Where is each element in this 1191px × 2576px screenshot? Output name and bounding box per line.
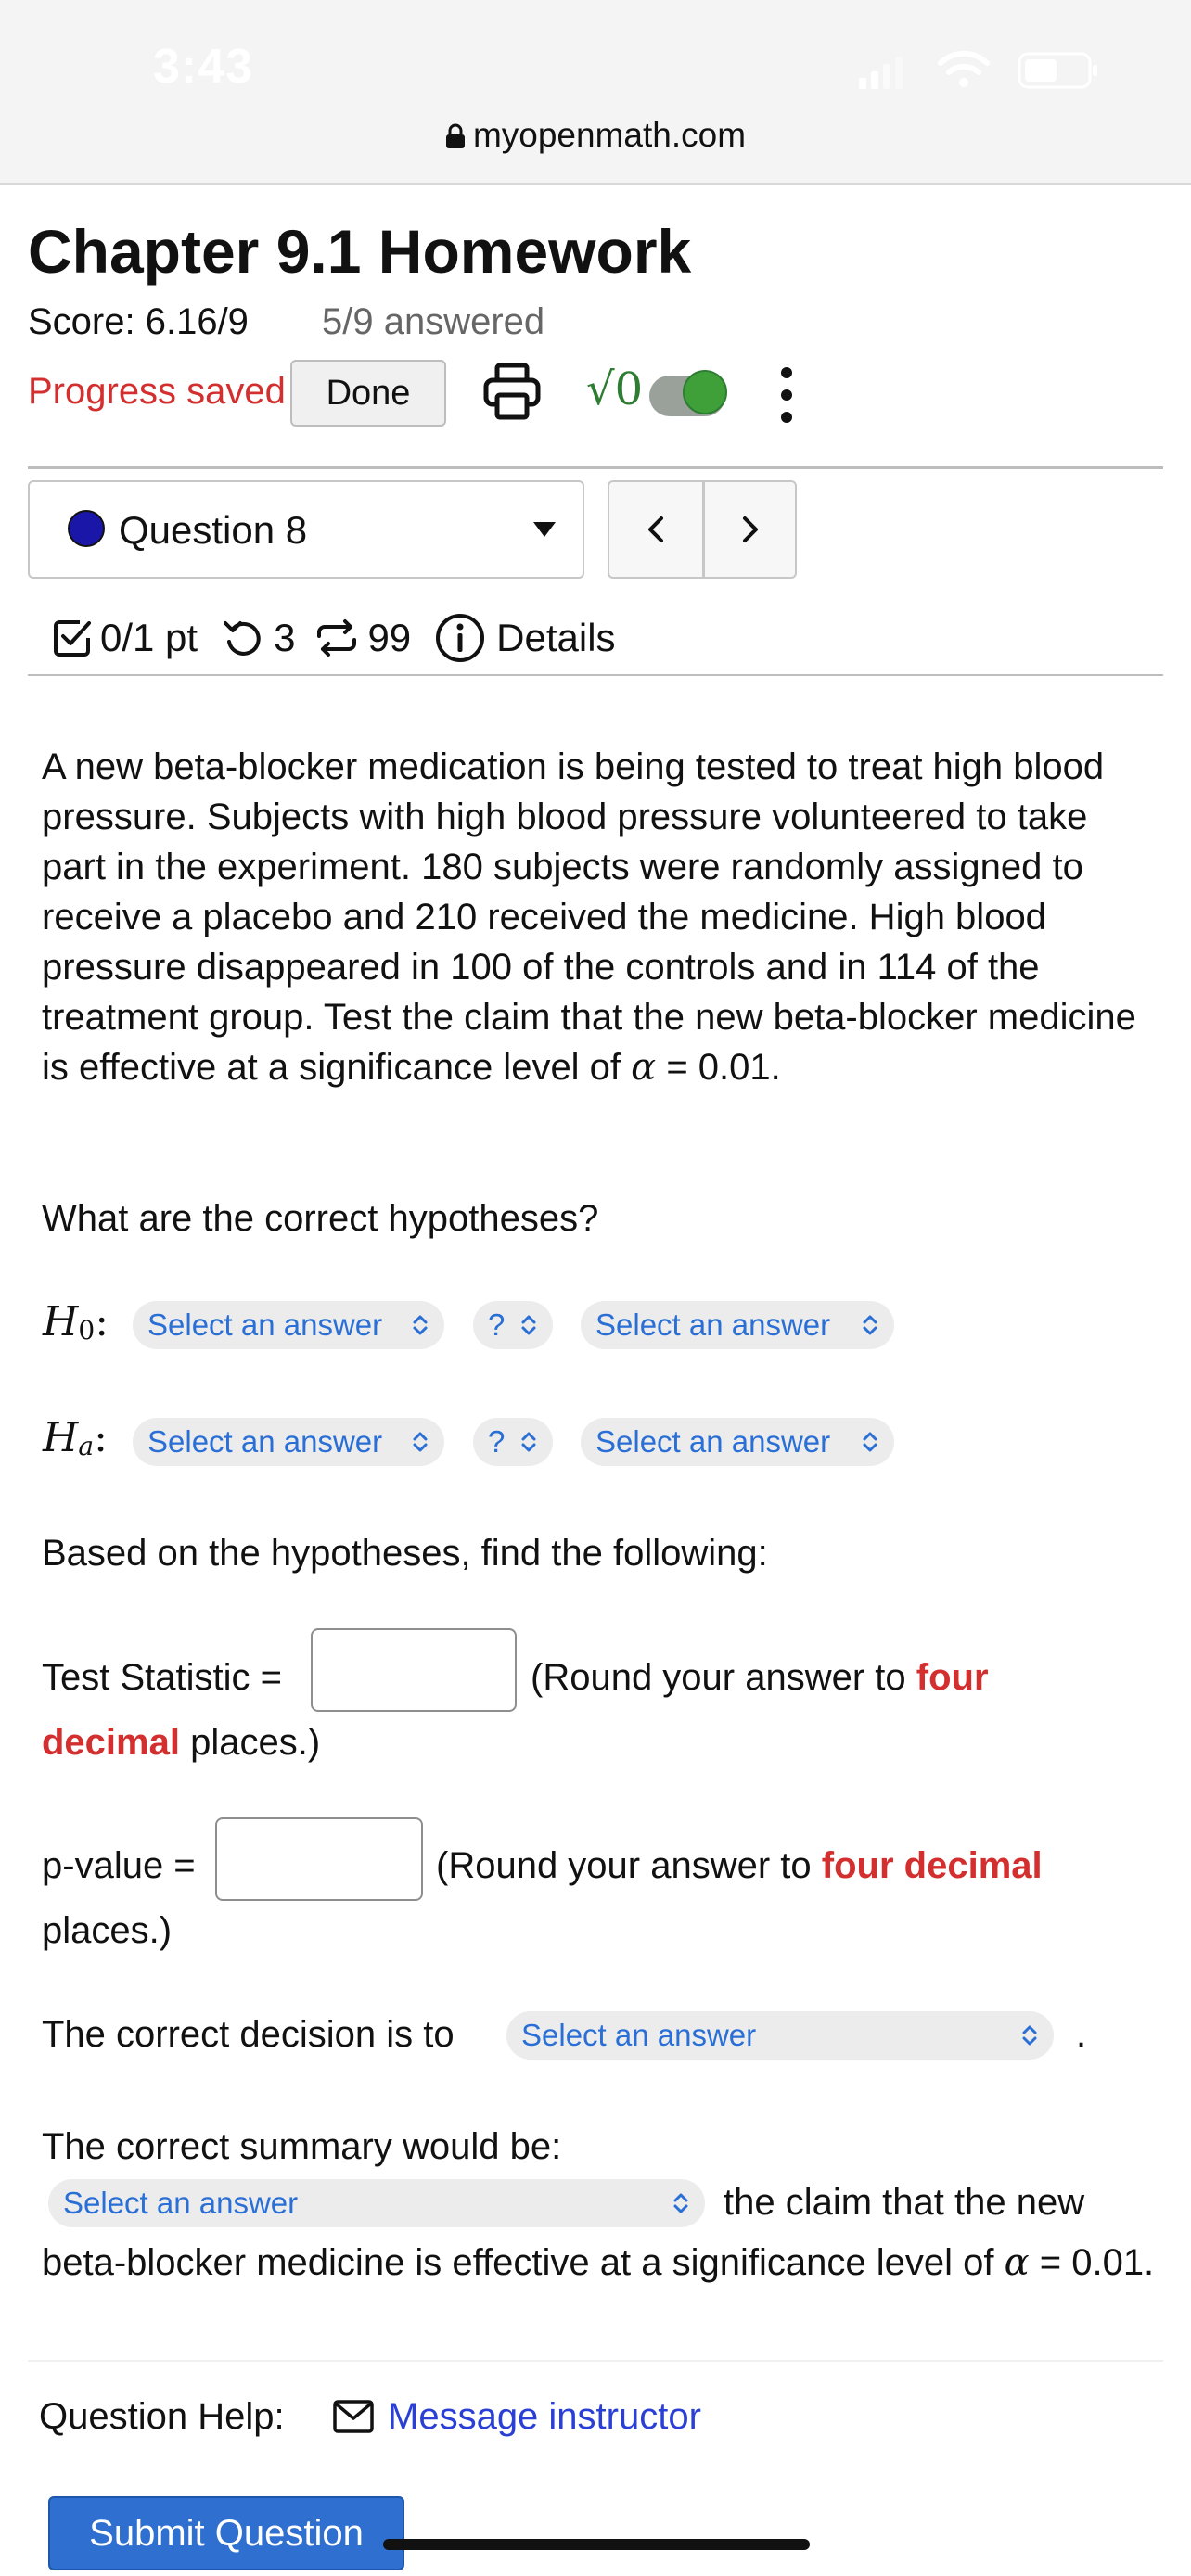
round-four-decimal: four decimal bbox=[821, 1845, 1043, 1886]
ha-label bbox=[43, 1414, 108, 1461]
select-chevron-icon bbox=[411, 1313, 429, 1337]
select-placeholder: ? bbox=[488, 1424, 506, 1459]
test-statistic-label: Test Statistic = bbox=[42, 1657, 282, 1698]
h0-symbol: H bbox=[43, 1298, 79, 1345]
home-indicator[interactable] bbox=[383, 2539, 810, 2550]
select-placeholder: Select an answer bbox=[147, 1424, 383, 1459]
page-title: Chapter 9.1 Homework bbox=[28, 217, 692, 286]
select-chevron-icon bbox=[519, 1430, 538, 1454]
select-chevron-icon bbox=[861, 1313, 879, 1337]
retry-icon bbox=[222, 618, 264, 658]
divider bbox=[28, 466, 1163, 469]
next-question-button[interactable] bbox=[705, 482, 795, 577]
h0-parameter-select[interactable] bbox=[133, 1301, 444, 1349]
retries-count: 3 bbox=[274, 616, 296, 659]
p-value-input[interactable] bbox=[215, 1817, 423, 1901]
ha-symbol: H bbox=[43, 1414, 79, 1461]
submit-question-button[interactable]: Submit Question bbox=[48, 2496, 404, 2570]
done-button[interactable]: Done bbox=[290, 360, 446, 427]
attempts-count: 99 bbox=[367, 616, 412, 659]
ha-subscript: a bbox=[78, 1431, 95, 1462]
battery-icon bbox=[1018, 51, 1099, 90]
message-instructor-link[interactable]: Message instructor bbox=[388, 2396, 701, 2437]
checkbox-icon bbox=[52, 618, 93, 658]
test-statistic-rounding-note bbox=[531, 1652, 989, 1702]
p-value-rounding-note bbox=[436, 1841, 1043, 1891]
print-icon[interactable] bbox=[480, 360, 544, 423]
chevron-left-icon bbox=[645, 513, 667, 546]
math-entry-label: √0 bbox=[586, 363, 644, 415]
lock-icon bbox=[445, 123, 466, 149]
toggle-knob[interactable] bbox=[683, 370, 727, 414]
previous-question-button[interactable] bbox=[609, 482, 702, 577]
test-statistic-input[interactable] bbox=[311, 1628, 517, 1712]
select-chevron-icon bbox=[1020, 2023, 1039, 2047]
details-link[interactable]: Details bbox=[496, 616, 616, 659]
points-text: 0/1 pt bbox=[100, 616, 198, 659]
summary-label: The correct summary would be: bbox=[42, 2126, 562, 2167]
score-text: Score: 6.16/9 bbox=[28, 301, 249, 342]
h0-label bbox=[43, 1298, 109, 1345]
summary-continuation bbox=[42, 2238, 1155, 2288]
round-places: places.) bbox=[190, 1722, 321, 1763]
summary-text: beta-blocker medicine is effective at a significance level of bbox=[42, 2242, 994, 2283]
mail-icon[interactable] bbox=[332, 2398, 375, 2435]
select-placeholder: Select an answer bbox=[147, 1307, 383, 1342]
p-value-rounding-note-cont: places.) bbox=[42, 1910, 173, 1951]
progress-status: Progress saved bbox=[28, 371, 286, 412]
chevron-right-icon bbox=[739, 513, 762, 546]
h0-value-select[interactable] bbox=[581, 1301, 894, 1349]
cell-signal-icon bbox=[857, 54, 905, 91]
p-value-label: p-value = bbox=[42, 1845, 196, 1886]
problem-statement bbox=[42, 742, 1155, 1092]
ha-value-select[interactable] bbox=[581, 1418, 894, 1466]
select-chevron-icon bbox=[672, 2191, 690, 2215]
divider bbox=[28, 674, 1163, 676]
find-following-label: Based on the hypotheses, find the following: bbox=[42, 1533, 768, 1574]
select-chevron-icon bbox=[861, 1430, 879, 1454]
round-decimal: decimal bbox=[42, 1722, 180, 1763]
decision-label: The correct decision is to bbox=[42, 2014, 455, 2055]
info-icon[interactable] bbox=[435, 613, 485, 663]
select-placeholder: ? bbox=[488, 1307, 506, 1342]
summary-select[interactable] bbox=[48, 2179, 705, 2227]
summary-after-text: the claim that the new bbox=[724, 2182, 1085, 2223]
alpha-value: = 0.01. bbox=[666, 1047, 781, 1088]
more-menu-icon[interactable] bbox=[775, 363, 798, 427]
question-select-label: Question 8 bbox=[119, 508, 308, 552]
h0-subscript: 0 bbox=[78, 1315, 96, 1346]
select-placeholder: Select an answer bbox=[63, 2186, 299, 2220]
ha-parameter-select[interactable] bbox=[133, 1418, 444, 1466]
h0-colon: : bbox=[95, 1298, 109, 1345]
wifi-icon bbox=[937, 48, 991, 89]
question-info-row bbox=[52, 606, 616, 670]
round-four: four bbox=[916, 1657, 989, 1698]
address-bar[interactable] bbox=[0, 116, 1191, 155]
select-placeholder: Select an answer bbox=[596, 1424, 831, 1459]
dropdown-caret-icon bbox=[531, 519, 557, 540]
status-time: 3:43 bbox=[153, 40, 254, 94]
question-help-label: Question Help: bbox=[39, 2396, 285, 2437]
problem-text: A new beta-blocker medication is being tested to treat high blood pressure. Subjects with high blood pressure volunteered to take part in the experiment. 180 subjects were randomly assigned to receive a placebo and 210 received the medicine. High blood pressure disappeared in 100 of the controls and in 114 of the treatment group. Test the claim that the new beta-blocker medicine is effective at a significance level of bbox=[42, 746, 1136, 1088]
h0-operator-select[interactable] bbox=[473, 1301, 553, 1349]
select-placeholder: Select an answer bbox=[596, 1307, 831, 1342]
alpha-symbol: α bbox=[1004, 2241, 1030, 2284]
question-status-dot bbox=[68, 510, 105, 547]
url-text: myopenmath.com bbox=[472, 116, 747, 154]
alpha-value: = 0.01. bbox=[1039, 2242, 1155, 2283]
repeat-icon bbox=[315, 618, 358, 658]
decision-period: . bbox=[1076, 2014, 1087, 2055]
answered-count: 5/9 answered bbox=[322, 301, 545, 342]
hypotheses-question: What are the correct hypotheses? bbox=[42, 1198, 599, 1239]
round-prefix: (Round your answer to bbox=[531, 1657, 906, 1698]
divider bbox=[28, 2360, 1163, 2362]
alpha-symbol: α bbox=[631, 1046, 657, 1089]
select-chevron-icon bbox=[411, 1430, 429, 1454]
decision-select[interactable] bbox=[506, 2011, 1054, 2060]
test-statistic-rounding-note-cont bbox=[42, 1717, 320, 1767]
round-prefix: (Round your answer to bbox=[436, 1845, 812, 1886]
ha-colon: : bbox=[94, 1414, 108, 1461]
ha-operator-select[interactable] bbox=[473, 1418, 553, 1466]
select-placeholder: Select an answer bbox=[521, 2018, 757, 2052]
select-chevron-icon bbox=[519, 1313, 538, 1337]
